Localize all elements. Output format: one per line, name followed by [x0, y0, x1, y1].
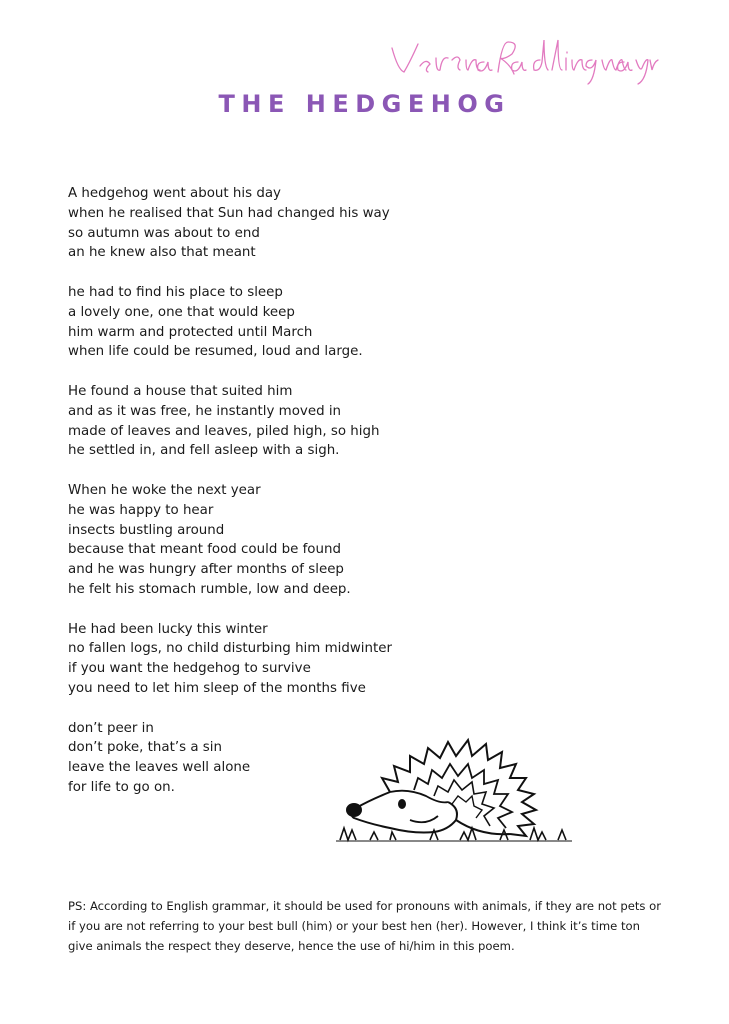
stanza-1 — [68, 184, 488, 263]
poem-line: don’t poke, that’s a sin — [68, 740, 222, 756]
signature-graphic — [380, 30, 660, 90]
poem-line: he settled in, and fell asleep with a sigh. — [68, 443, 340, 459]
poem-line: because that meant food could be found — [68, 542, 341, 558]
poem-line: he had to find his place to sleep — [68, 284, 283, 300]
poem-line: an he knew also that meant — [68, 245, 256, 261]
poem-line: and he was hungry after months of sleep — [68, 562, 344, 578]
poem-line: if you want the hedgehog to survive — [68, 661, 311, 677]
poem-line: for life to go on. — [68, 779, 175, 795]
stanza-3 — [68, 382, 488, 461]
poem-line: insects bustling around — [68, 522, 225, 538]
postscript-note: PS: According to English grammar, it should be used for pronouns with animals, if they are not pets or if you are not referring to your best bull (him) or your best hen (her). However, I think it’s time ton give animals the respect they deserve, hence the use of hi/him in this poem. — [68, 899, 662, 953]
poem-line: made of leaves and leaves, piled high, so high — [68, 423, 380, 439]
poem-line: When he woke the next year — [68, 482, 261, 498]
hedgehog-illustration — [330, 730, 580, 850]
poem-line: when life could be resumed, loud and large. — [68, 344, 363, 360]
poem-line: A hedgehog went about his day — [68, 186, 281, 201]
poem-line: He had been lucky this winter — [68, 621, 268, 637]
poem-line: so autumn was about to end — [68, 225, 260, 241]
stanza-5 — [68, 620, 488, 699]
stanza-2 — [68, 283, 488, 362]
poem-line: he felt his stomach rumble, low and deep. — [68, 581, 351, 597]
poem-line: leave the leaves well alone — [68, 760, 251, 776]
author-signature — [380, 30, 660, 90]
hedgehog-icon — [330, 730, 580, 850]
poem-line: you need to let him sleep of the months five — [68, 680, 366, 696]
poem-line: He found a house that suited him — [68, 383, 293, 399]
poem-line: and as it was free, he instantly moved in — [68, 403, 342, 419]
poem-line: no fallen logs, no child disturbing him midwinter — [68, 641, 392, 657]
poem-line: he was happy to hear — [68, 502, 214, 518]
poem-line: him warm and protected until March — [68, 324, 313, 340]
poem-line: when he realised that Sun had changed his way — [68, 205, 390, 221]
poem-body — [68, 184, 488, 818]
poem-title: THE HEDGEHOG — [218, 90, 511, 118]
stanza-4 — [68, 481, 488, 600]
poem-line: don’t peer in — [68, 720, 154, 736]
poem-line: a lovely one, one that would keep — [68, 304, 295, 320]
